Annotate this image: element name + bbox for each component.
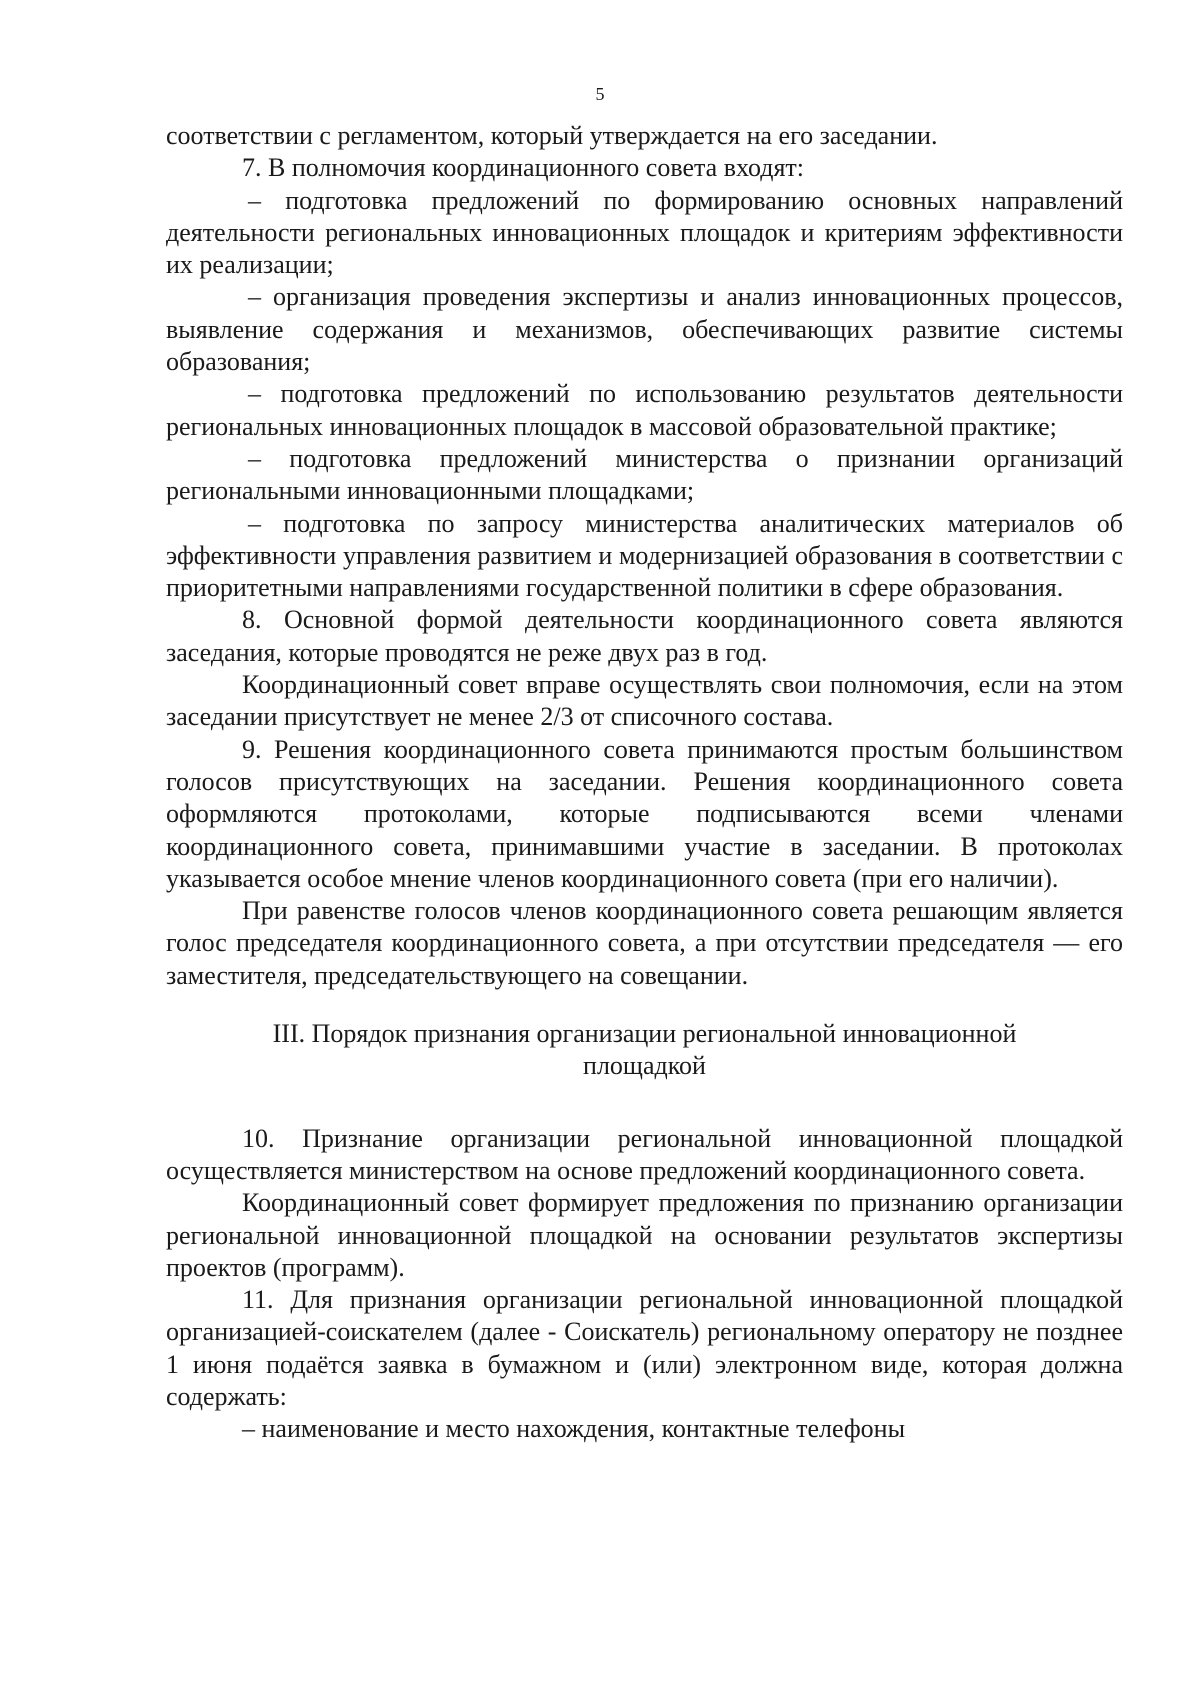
paragraph: Координационный совет вправе осуществлять свои полномочия, если на этом заседании присутствует не менее 2/3 от списочного состава. <box>166 670 1123 732</box>
list-item-dash: – подготовка предложений по использованию результатов деятельности региональных инновационных площадок в массовой образовательной практике; <box>166 379 1123 441</box>
paragraph-item-8: 8. Основной формой деятельности координационного совета являются заседания, которые проводятся не реже двух раз в год. <box>166 605 1123 667</box>
paragraph: Координационный совет формирует предложения по признанию организации региональной инновационной площадкой на основании результатов экспертизы проектов (программ). <box>166 1188 1123 1282</box>
list-item-dash: – подготовка предложений по формированию основных направлений деятельности региональных инновационных площадок и критериям эффективности их реализации; <box>166 185 1123 280</box>
paragraph-item-7: 7. В полномочия координационного совета входят: <box>242 153 805 183</box>
page-number: 5 <box>595 84 605 104</box>
document-body <box>166 120 1123 1446</box>
paragraph-item-10: 10. Признание организации региональной инновационной площадкой осуществляется министерством на основе предложений координационного совета. <box>166 1123 1123 1185</box>
paragraph: При равенстве голосов членов координационного совета решающим является голос председателя координационного совета, а при отсутствии председателя — его заместителя, председательствующего на совещании. <box>166 896 1123 990</box>
section-heading: III. Порядок признания организации региональной инновационной площадкой <box>272 1019 1017 1081</box>
list-item-dash: – подготовка по запросу министерства аналитических материалов об эффективности управления развитием и модернизацией образования в соответствии с приоритетными направлениями государственной политики в сфере образования. <box>166 508 1123 603</box>
list-item-dash: – организация проведения экспертизы и анализ инновационных процессов, выявление содержания и механизмов, обеспечивающих развитие системы образования; <box>166 282 1123 377</box>
list-item-dash: – подготовка предложений министерства о признании организаций региональными инновационными площадками; <box>166 443 1123 506</box>
paragraph-continuation: соответствии с регламентом, который утверждается на его заседании. <box>166 121 938 150</box>
paragraph-item-11: 11. Для признания организации региональной инновационной площадкой организацией-соискателем (далее - Соискатель) региональному оператору не позднее 1 июня подаётся заявка в бумажном и (или) электронном виде, которая должна содержать: <box>166 1285 1123 1411</box>
paragraph-item-9: 9. Решения координационного совета принимаются простым большинством голосов присутствующих на заседании. Решения координационного совета оформляются протоколами, которые подписываются всеми членами координационного совета, принимавшими участие в заседании. В протоколах указывается особое мнение членов координационного совета (при его наличии). <box>166 734 1123 893</box>
list-item-dash: – наименование и место нахождения, контактные телефоны <box>242 1414 906 1444</box>
